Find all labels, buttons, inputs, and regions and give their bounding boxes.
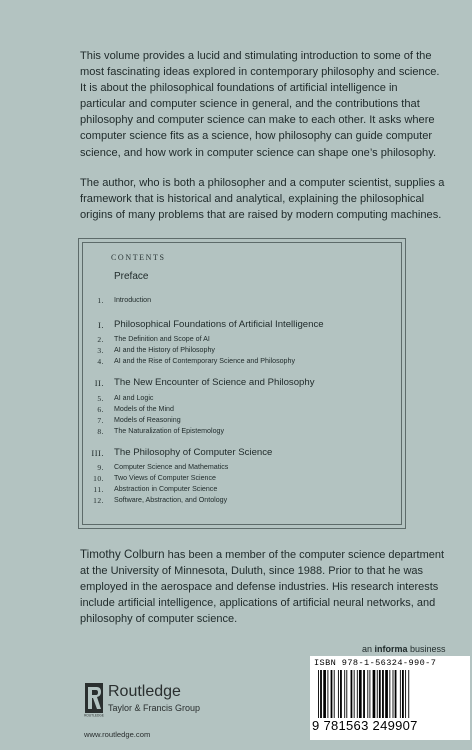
- barcode-bar: [344, 670, 345, 718]
- barcode-digits: 9 781563 249907: [312, 718, 418, 733]
- barcode-bar: [320, 670, 322, 718]
- publisher-group: Taylor & Francis Group: [108, 703, 201, 713]
- contents-heading: CONTENTS: [111, 253, 166, 262]
- barcode-bar: [357, 670, 358, 718]
- isbn-text: ISBN 978-1-56324-990-7: [314, 658, 437, 668]
- barcode-bar: [327, 670, 328, 718]
- barcode: [310, 656, 470, 740]
- publisher-name: Routledge: [108, 683, 181, 700]
- barcode-bar: [389, 670, 390, 718]
- barcode-bar: [346, 670, 347, 718]
- barcode-bar: [373, 670, 376, 718]
- barcode-bar: [318, 670, 319, 718]
- barcode-bar: [359, 670, 362, 718]
- barcode-bar: [408, 670, 409, 718]
- barcode-bar: [369, 670, 370, 718]
- author-bio: [80, 547, 450, 627]
- routledge-logo-icon: [84, 683, 104, 717]
- barcode-bar: [405, 670, 406, 718]
- barcode-bar: [393, 670, 394, 718]
- barcode-bar: [400, 670, 401, 718]
- barcode-bar: [340, 670, 342, 718]
- informa-tagline: an informa business: [362, 644, 446, 654]
- barcode-bar: [385, 670, 388, 718]
- barcode-bar: [338, 670, 339, 718]
- contents-preface: Preface: [114, 271, 149, 282]
- barcode-bar: [382, 670, 384, 718]
- svg-text:ROUTLEDGE: ROUTLEDGE: [84, 713, 104, 717]
- publisher-website: www.routledge.com: [84, 730, 151, 739]
- barcode-bar: [354, 670, 355, 718]
- blurb-paragraph-2: The author, who is both a philosopher and a computer scientist, supplies a framework that is historical and analytical, explaining the philosophical origins of many problems that are raised by modern computing machines.: [80, 177, 445, 222]
- author-name: Timothy Colburn: [80, 548, 165, 561]
- author-bio-text: has been a member of the computer science department at the University of Minnesota, Duluth, since 1988. Prior to that he was employed in the aerospace and defense industries. His research interests include artificial intelligence, applications of artificial neural networks, and philosophy of computer science.: [80, 549, 445, 625]
- blurb-paragraph-1: This volume provides a lucid and stimulating introduction to some of the most fascinating ideas explored in contemporary philosophy and science. It is about the philosophical foundations of artificial intelligence in particular and computer science in general, and the contributions that philosophy and computer science can make to each other. It asks where computer science fits as a science, how philosophy can guide computer science, and how work in computer science can shape one’s philosophy.: [80, 50, 440, 159]
- barcode-bar: [367, 670, 368, 718]
- barcode-bar: [334, 670, 335, 718]
- barcode-bars: [318, 670, 464, 718]
- barcode-bar: [351, 670, 353, 718]
- barcode-bar: [379, 670, 381, 718]
- barcode-bar: [331, 670, 333, 718]
- barcode-bar: [402, 670, 404, 718]
- barcode-bar: [323, 670, 326, 718]
- barcode-bar: [377, 670, 378, 718]
- barcode-bar: [363, 670, 365, 718]
- barcode-bar: [395, 670, 397, 718]
